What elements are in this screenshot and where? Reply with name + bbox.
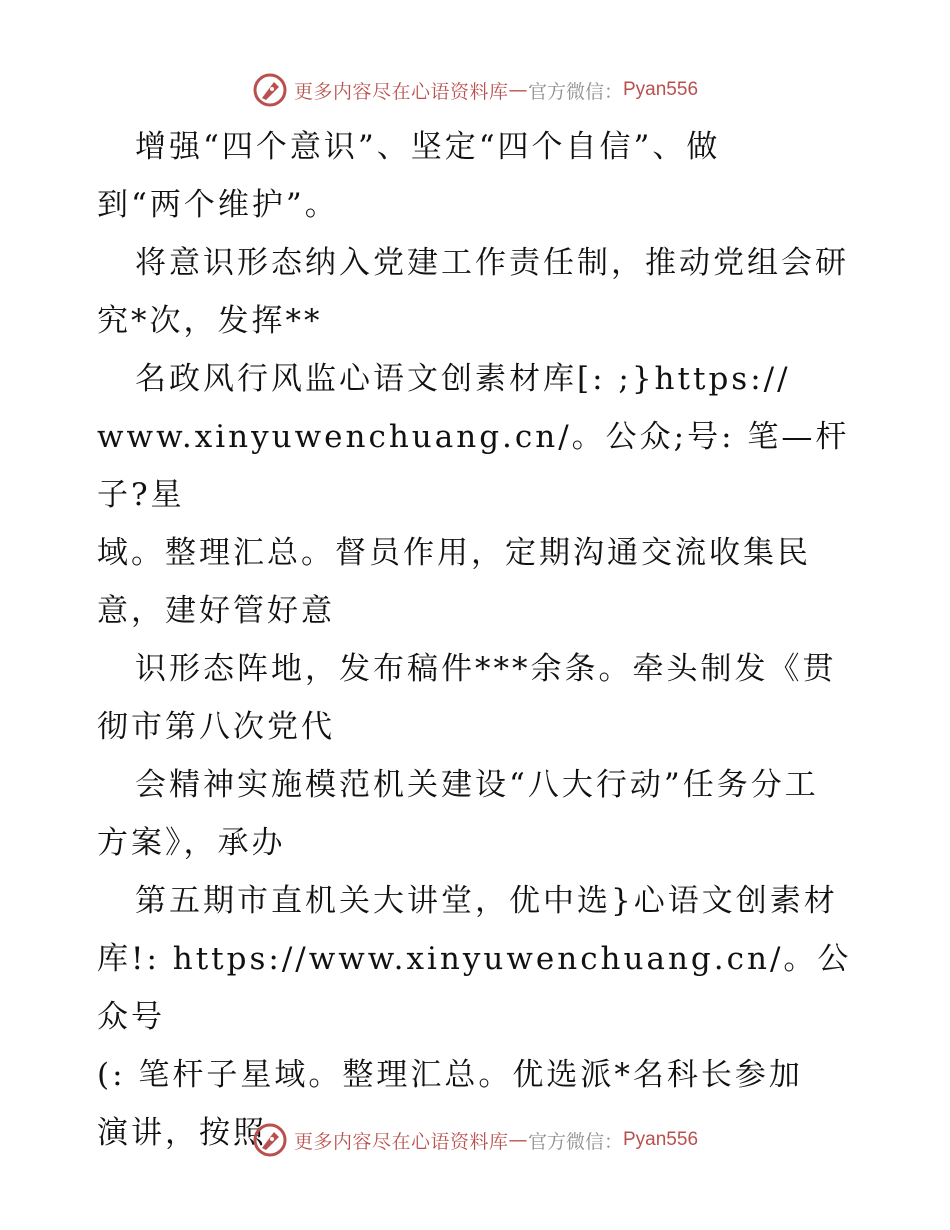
text-line: 会精神实施模范机关建设“八大行动”任务分工 [135,767,819,803]
paragraph [97,756,857,872]
banner-wechat-id: Pyan556 [623,79,699,100]
banner-separator: — [508,1129,528,1151]
text-line: 彻市第八次党代 [97,709,335,745]
banner-text: 更多内容尽在心语资料库 [293,80,509,103]
paragraph [97,234,857,350]
banner-wechat-label: 官方微信： [527,80,623,103]
text-line: (: 笔杆子星域。整理汇总。优选派*名科长参加 [97,1057,803,1093]
text-line: 库!: https://www.xinyuwenchuang.cn/。公众号 [97,941,852,1035]
banner-text: 更多内容尽在心语资料库 [293,1130,509,1153]
text-line: 演讲，按照 [97,1115,267,1151]
text-line: www.xinyuwenchuang.cn/。公众;号: 笔—杆子?星 [97,419,850,513]
text-line: 意，建好管好意 [97,593,335,629]
paragraph [97,872,857,1162]
paragraph [97,118,857,234]
paragraph [97,350,857,640]
pen-nib-logo-icon [252,72,288,108]
text-line: 识形态阵地，发布稿件***余条。牵头制发《贯 [135,651,837,687]
text-line: 究*次，发挥** [97,303,323,339]
banner-wechat-id: Pyan556 [623,1129,699,1150]
header-watermark-banner [0,70,950,110]
banner-separator: — [508,79,528,101]
pen-nib-logo-icon [252,1122,288,1158]
text-line: 第五期市直机关大讲堂，优中选}心语文创素材 [135,883,838,919]
footer-watermark-banner [0,1120,950,1160]
text-line: 域。整理汇总。督员作用，定期沟通交流收集民 [97,535,811,571]
document-body [97,118,857,1162]
text-line: 方案》，承办 [97,825,286,861]
paragraph [97,640,857,756]
text-line: 将意识形态纳入党建工作责任制，推动党组会研 [135,245,849,281]
text-line: 到“两个维护”。 [97,187,339,223]
banner-wechat-label: 官方微信： [527,1130,623,1153]
text-line: 名政风行风监心语文创素材库[: ;}https:// [135,361,791,397]
text-line: 增强“四个意识”、坚定“四个自信”、做 [135,129,721,165]
